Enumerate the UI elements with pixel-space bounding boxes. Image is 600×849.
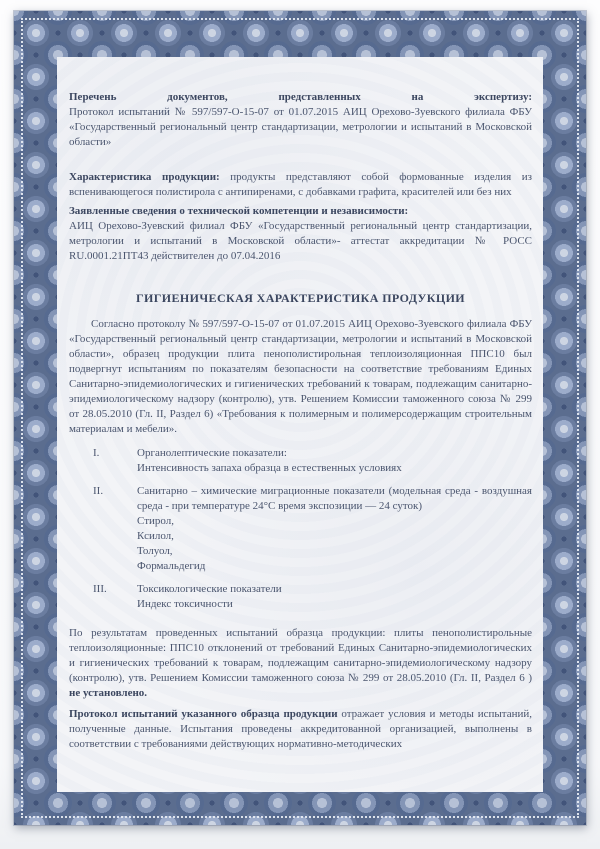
indicator-title: Токсикологические показатели	[137, 583, 282, 595]
indicator-line: Индекс токсичности	[137, 598, 233, 610]
protocol-lead: Протокол испытаний указанного образца продукции	[69, 708, 338, 720]
results-paragraph	[69, 626, 532, 701]
competence-body: АИЦ Орехово-Зуевский филиал ФБУ «Государственный региональный центр стандартизации, метрологии и испытаний в Московской области»- аттестат аккредитации № РОСС RU.0001.21ПТ43 действителен до 07.04.2016	[69, 220, 532, 262]
page-title: ГИГИЕНИЧЕСКАЯ ХАРАКТЕРИСТИКА ПРОДУКЦИИ	[135, 291, 466, 305]
list-item-body	[137, 582, 532, 612]
document-paper	[57, 57, 543, 792]
indicator-item-sanitary-chemical	[93, 484, 532, 574]
list-number: III.	[93, 583, 107, 595]
protocol-text: отражает условия и методы испытаний, полученные данные. Испытания проведены аккредитованной организацией, выполнены в соответствии с требованиями действующих нормативно-методических	[69, 708, 532, 750]
list-number: I.	[93, 447, 100, 459]
list-item-body	[137, 446, 532, 476]
certificate-page	[14, 11, 586, 825]
product-characteristics-paragraph	[69, 170, 532, 200]
documents-list-heading: Перечень документов, представленных на экспертизу:	[69, 91, 532, 103]
indicator-line: Толуол,	[137, 545, 173, 557]
indicator-line: Формальдегид	[137, 560, 206, 572]
list-number: II.	[93, 485, 104, 497]
indicator-line: Ксилол,	[137, 530, 174, 542]
indicator-item-organoleptic	[93, 446, 532, 476]
product-characteristics-text: продукты представляют собой формованные изделия из вспенивающегося полистирола с антипиренами, с добавками графита, красителей или без них	[69, 171, 532, 198]
indicator-item-toxicological	[93, 582, 532, 612]
indicator-line: Стирол,	[137, 515, 174, 527]
according-paragraph: Согласно протоколу № 597/597-О-15-07 от 01.07.2015 АИЦ Орехово-Зуевского филиала ФБУ «Государственный региональный центр стандартизации, метрологии и испытаний в Московской области», образец продукции плита пенополистирольная теплоизоляционная ППС10 был подвергнут испытаниям по показателям безопасности на соответствие требованиям Единых Санитарно-эпидемиологических и гигиенических требований к товарам, подлежащим санитарно-эпидемиологическому надзору (контролю), утв. Решением Комиссии таможенного союза № 299 от 28.05.2010 (Гл. II, Раздел 6) «Требования к полимерным и полимерсодержащим строительным материалам и мебели».	[69, 318, 532, 435]
documents-list-body: Протокол испытаний № 597/597-О-15-07 от 01.07.2015 АИЦ Орехово-Зуевского филиала ФБУ «Государственный региональный центр стандартизации, метрологии и испытаний в Московской области»	[69, 106, 532, 148]
indicator-line: Интенсивность запаха образца в естественных условиях	[137, 462, 402, 474]
product-characteristics-label: Характеристика продукции:	[69, 171, 220, 183]
results-text: По результатам проведенных испытаний образца продукции: плиты пенополистирольные теплоизоляционные: ППС10 отклонений от требований Единых Санитарно-эпидемиологических и гигиенических требований к товарам, подлежащим санитарно-эпидемиологическому надзору (контролю), утв. Решением Комиссии таможенного союза № 299 от 28.05.2010 (Гл. II, Раздел 6 )	[69, 627, 532, 684]
indicator-title: Органолептические показатели:	[137, 447, 287, 459]
indicator-title: Санитарно – химические миграционные показатели (модельная среда - воздушная среда - при температуре 24°С время экспозиции — 24 суток)	[137, 485, 532, 512]
list-item-body	[137, 484, 532, 574]
results-verdict: не установлено.	[69, 687, 148, 699]
competence-heading: Заявленные сведения о технической компетенции и независимости:	[69, 205, 409, 217]
protocol-paragraph	[69, 707, 532, 752]
